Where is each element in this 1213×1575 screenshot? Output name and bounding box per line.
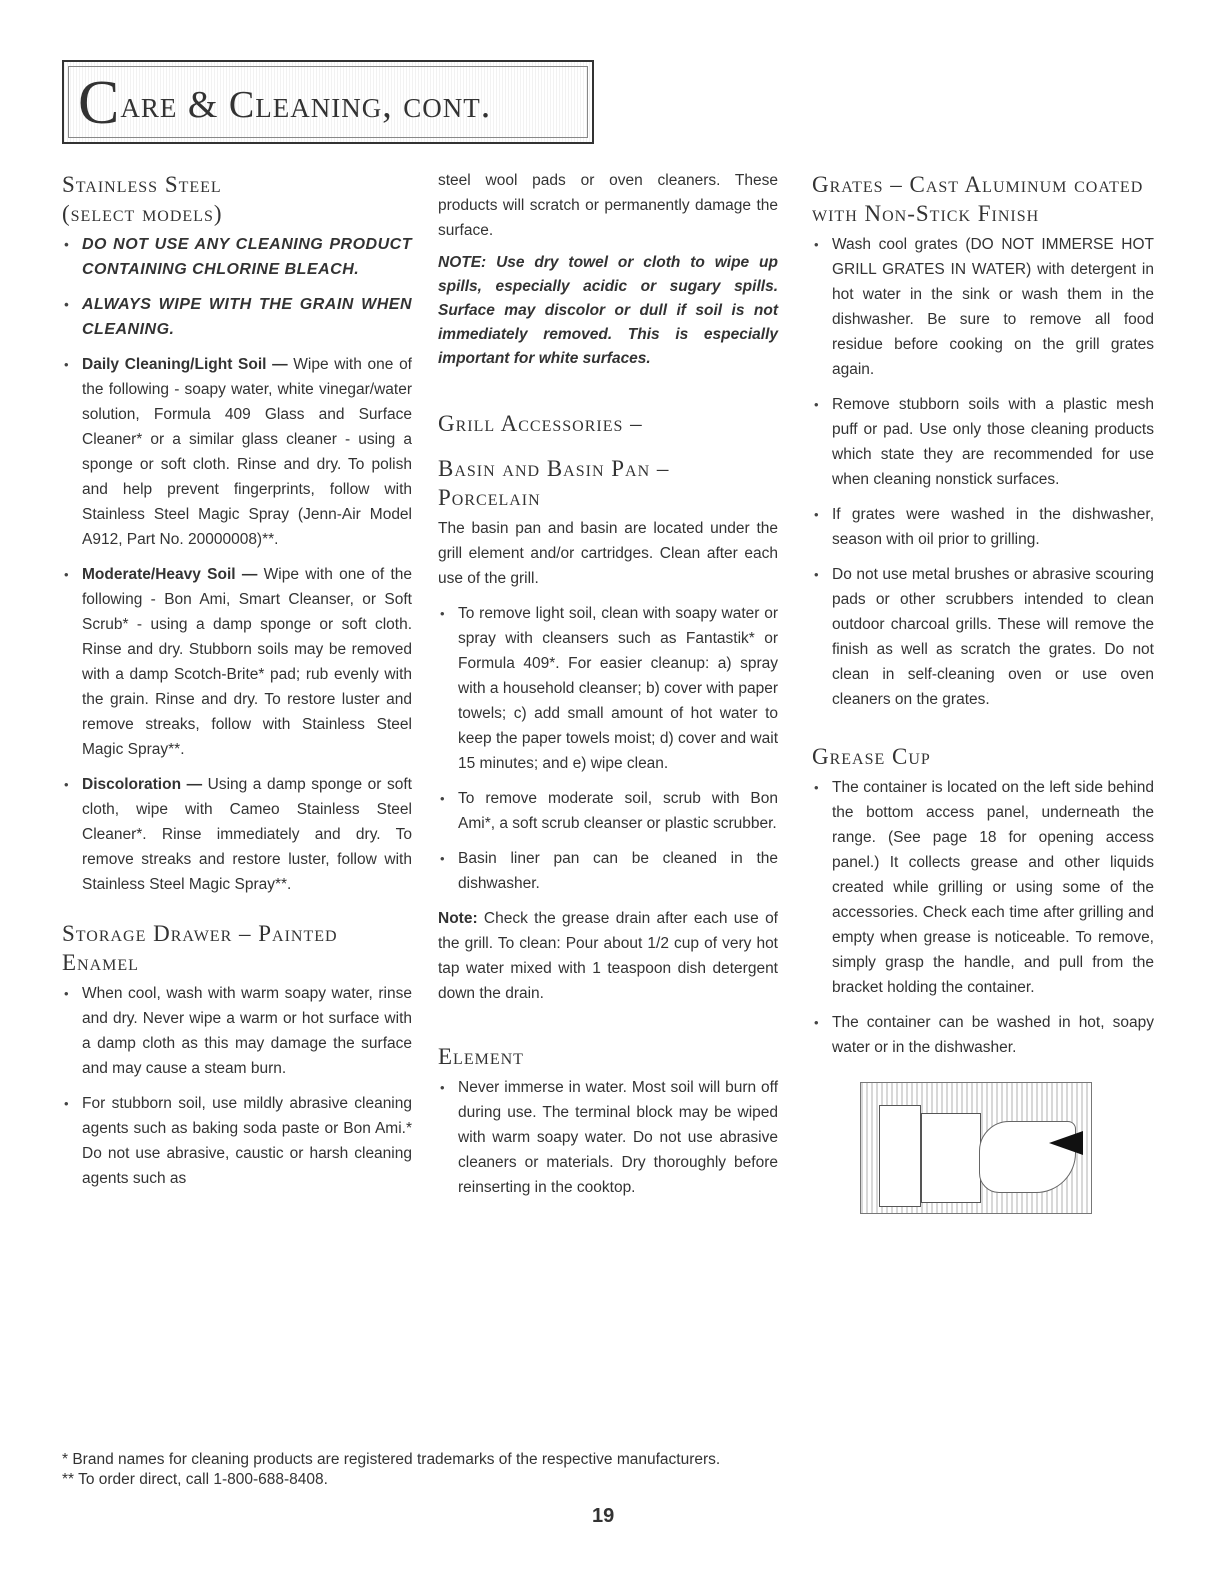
storage-heading: Storage Drawer – Painted Enamel — [62, 921, 338, 975]
grates-item-1: • Wash cool grates (DO NOT IMMERSE HOT GRILL GRATES IN WATER) with detergent in hot water in the sink or wash them in the dishwasher. Be sure to remove all food residue before cooking on the grill grates again. — [812, 232, 1154, 382]
basin-item-1: • To remove light soil, clean with soapy water or spray with cleansers such as Fantastik* or Formula 409*. For easier cleanup: a) spray with a household cleanser; b) cover with paper towels; c) add small amount of hot water to keep the paper towels moist; d) cover and wait 15 minutes; and e) wipe clean. — [438, 601, 778, 776]
note-lead: Note: — [438, 910, 478, 927]
title-initial: C — [78, 69, 121, 137]
column-right — [812, 170, 1154, 1214]
grease-drain-note — [438, 906, 778, 1006]
footnote-trademarks: * Brand names for cleaning products are registered trademarks of the respective manufacturers. — [62, 1451, 721, 1468]
moderate-soil-item — [62, 562, 412, 762]
page-number: 19 — [592, 1505, 615, 1527]
spill-note: NOTE: Use dry towel or cloth to wipe up spills, especially acidic or sugary spills. Surface may discolor or dull if soil is not immediately removed. This is especially important for white surfaces. — [438, 254, 778, 367]
element-heading: Element — [438, 1044, 524, 1069]
grill-heading: Grill Accessories – — [438, 411, 643, 436]
element-item-1: • Never immerse in water. Most soil will burn off during use. The terminal block may be wiped with warm soapy water. Do not use abrasive cleaners or materials. Dry thoroughly before reinserting in the cooktop. — [438, 1075, 778, 1200]
basin-item-3: • Basin liner pan can be cleaned in the dishwasher. — [438, 846, 778, 896]
moderate-lead: Moderate/Heavy Soil — — [82, 566, 258, 583]
grease-cup-drawing — [921, 1113, 981, 1203]
column-middle — [438, 170, 778, 1222]
grease-item-2: • The container can be washed in hot, soapy water or in the dishwasher. — [812, 1010, 1154, 1060]
element-section — [438, 1042, 778, 1200]
basin-intro: The basin pan and basin are located under the grill element and/or cartridges. Clean after each use of the grill. — [438, 520, 778, 587]
storage-item-1: • When cool, wash with warm soapy water, rinse and dry. Never wipe a warm or hot surface with a damp cloth as this may damage the surface and may cause a steam burn. — [62, 981, 412, 1081]
stainless-subheading: (select models) — [62, 201, 223, 226]
grates-heading: Grates – Cast Aluminum coated with Non-Stick Finish — [812, 172, 1144, 226]
title-rest: are & Cleaning, cont. — [120, 84, 492, 126]
grates-item-2: • Remove stubborn soils with a plastic mesh puff or pad. Use only those cleaning products which state they are recommended for use when cleaning nonstick surfaces. — [812, 392, 1154, 492]
stainless-steel-section — [62, 170, 412, 897]
grates-item-3: • If grates were washed in the dishwasher, season with oil prior to grilling. — [812, 502, 1154, 552]
grease-cup-illustration — [860, 1082, 1092, 1214]
stainless-heading: Stainless Steel — [62, 172, 222, 197]
footnote-order: ** To order direct, call 1-800-688-8408. — [62, 1471, 328, 1488]
daily-text: Wipe with one of the following - soapy water, white vinegar/water solution, Formula 409 Glass and Surface Cleaner* or a similar glass cleaner - using a sponge or soft cloth. Rinse and dry. To polish and help prevent fingerprints, follow with Stainless Steel Magic Spray (Jenn-Air Model A912, Part No. 20000008)**. — [82, 356, 412, 548]
discolor-lead: Discoloration — — [82, 776, 203, 793]
discoloration-item — [62, 772, 412, 897]
grates-item-4: • Do not use metal brushes or abrasive scouring pads or other scrubbers intended to clean outdoor charcoal grills. These will remove the finish as well as scratch the grates. Do not clean in self-cleaning oven or use oven cleaners on the grates. — [812, 562, 1154, 712]
pointer-arrow-icon — [1049, 1131, 1083, 1155]
section-title-banner — [62, 60, 594, 144]
storage-drawer-section — [62, 919, 412, 1191]
grill-accessories-section — [438, 409, 778, 1006]
grease-heading: Grease Cup — [812, 744, 931, 769]
daily-lead: Daily Cleaning/Light Soil — — [82, 356, 288, 373]
moderate-text: Wipe with one of the following - Bon Ami, Smart Cleanser, or Soft Scrub* - using a damp sponge or soft cloth. Rinse and dry. Stubborn soils may be removed with a damp Scotch-Brite* pad; rub evenly with the grain. Rinse and dry. To restore luster and remove streaks, follow with Stainless Steel Magic Spray**. — [82, 566, 412, 758]
storage-continuation: steel wool pads or oven cleaners. These products will scratch or permanently damage the surface. — [438, 172, 778, 239]
basin-heading: Basin and Basin Pan – Porcelain — [438, 456, 670, 510]
access-panel-drawing — [879, 1105, 921, 1207]
footnotes — [62, 1450, 962, 1490]
discolor-text: Using a damp sponge or soft cloth, wipe with Cameo Stainless Steel Cleaner*. Rinse immediately and dry. To remove streaks and restore luster, follow with Stainless Steel Magic Spray**. — [82, 776, 412, 893]
daily-cleaning-item — [62, 352, 412, 552]
page-title — [78, 69, 492, 137]
grease-item-1: • The container is located on the left side behind the bottom access panel, underneath the range. (See page 18 for opening access panel.) It collects grease and other liquids created while grilling or using some of the accessories. Check each time after grilling and empty when grease is noticeable. To remove, simply grasp the handle, and pull from the bracket holding the container. — [812, 775, 1154, 1000]
grease-cup-section — [812, 742, 1154, 1060]
grates-section — [812, 170, 1154, 712]
storage-item-2: • For stubborn soil, use mildly abrasive cleaning agents such as baking soda paste or Bon Ami.* Do not use abrasive, caustic or harsh cleaning agents such as — [62, 1091, 412, 1191]
warning-grain: • ALWAYS WIPE WITH THE GRAIN WHEN CLEANING. — [62, 292, 412, 342]
basin-item-2: • To remove moderate soil, scrub with Bon Ami*, a soft scrub cleanser or plastic scrubber. — [438, 786, 778, 836]
column-left — [62, 170, 412, 1213]
warning-bleach: • DO NOT USE ANY CLEANING PRODUCT CONTAINING CHLORINE BLEACH. — [62, 232, 412, 282]
note-text: Check the grease drain after each use of the grill. To clean: Pour about 1/2 cup of very hot tap water mixed with 1 teaspoon dish detergent down the drain. — [438, 910, 778, 1002]
